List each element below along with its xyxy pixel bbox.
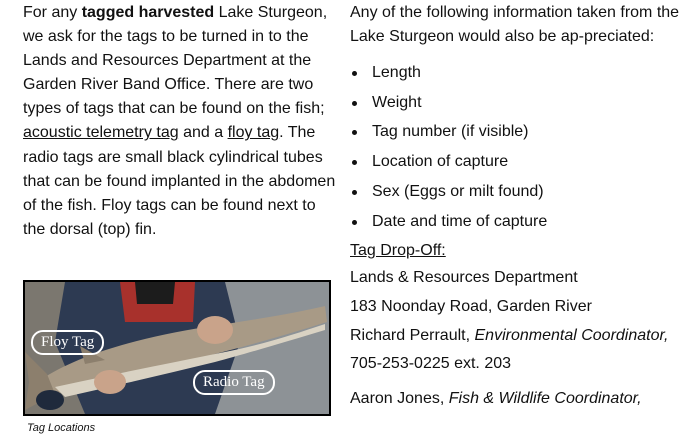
info-bullet-list: [350, 58, 695, 237]
contact-jones: [350, 384, 695, 414]
text-segment: For any: [23, 4, 82, 21]
department-name: Lands & Resources Department: [350, 268, 578, 286]
list-item: Sex (Eggs or milt found): [350, 177, 695, 207]
tag-dropoff-heading: Tag Drop-Off:: [350, 241, 446, 259]
list-item: Weight: [350, 88, 695, 118]
figure-caption: Tag Locations: [27, 422, 96, 434]
contact-phone: 705-253-0225 ext. 203: [350, 354, 512, 372]
text-segment: and a: [178, 124, 228, 142]
right-column: [350, 0, 695, 413]
text-segment: Lake Sturgeon, we ask for the tags to be turned in to the Lands and Resources Department at the Garden River Band Office. There are two types of tags that can be found on the fish;: [23, 4, 328, 118]
contact-title: Fish & Wildlife Coordinator,: [448, 389, 642, 407]
left-column: [23, 0, 341, 242]
list-item: Location of capture: [350, 147, 695, 177]
contact-perrault: [350, 322, 695, 378]
contact-name: Richard Perrault,: [350, 326, 475, 344]
list-item: Date and time of capture: [350, 207, 695, 237]
list-item: Length: [350, 58, 695, 88]
sturgeon-photo: [23, 280, 331, 416]
acoustic-telemetry-tag-term: acoustic telemetry tag: [23, 124, 179, 142]
tag-instructions-paragraph: [23, 0, 341, 242]
floy-tag-term: floy tag: [227, 124, 280, 142]
contact-name: Aaron Jones,: [350, 389, 449, 407]
text-segment: . The radio tags are small black cylindrical tubes that can be found implanted in the abdomen of the fish. Floy tags can be found next to the dorsal (top) fin.: [23, 124, 336, 238]
street-address: 183 Noonday Road, Garden River: [350, 298, 592, 316]
info-request-intro: Any of the following information taken from the Lake Sturgeon would also be ap-preciated:: [350, 4, 680, 46]
radio-tag-label: Radio Tag: [193, 370, 275, 395]
bold-text: tagged harvested: [81, 4, 215, 21]
contact-title: Environmental Coordinator,: [474, 326, 669, 344]
floy-tag-label: Floy Tag: [31, 330, 104, 355]
list-item: Tag number (if visible): [350, 117, 695, 147]
